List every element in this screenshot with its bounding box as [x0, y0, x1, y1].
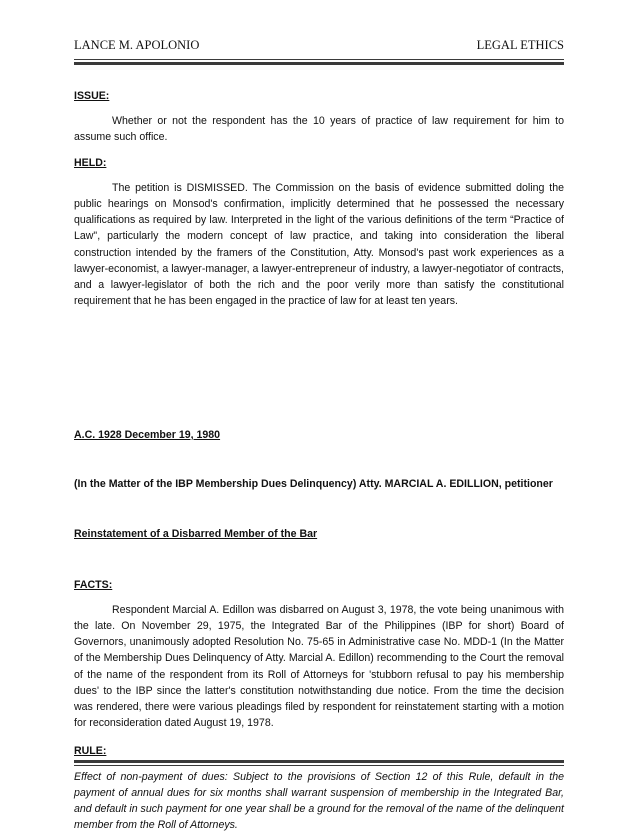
facts-heading: FACTS:	[74, 578, 113, 591]
footer-rule	[74, 765, 564, 766]
case-title: (In the Matter of the IBP Membership Dues Delinquency) Atty. MARCIAL A. EDILLION, petitioner	[74, 478, 553, 491]
facts-paragraph: Respondent Marcial A. Edillon was disbarred on August 3, 1978, the vote being unanimous with the late. On November 29, 1975, the Integrated Bar of the Philippines (IBP for short) Board of Governors, unanimously adopted Resolution No. 75-65 in Administrative case No. MDD-1 (In the Matter of the Membership Dues Delinquency of Atty. Marcial A. Edillon) recommending to the Court the removal of the name of the respondent from its Roll of Attorneys for 'stubborn refusal to pay his membership dues' to the IBP since the latter's constitution notwithstanding due notice. From the time the decision was rendered, there were various pleadings filed by respondent for reinstatement starting with a motion for reconsideration dated August 19, 1978.	[74, 603, 564, 730]
header-rule-thick	[74, 62, 564, 65]
issue-heading: ISSUE:	[74, 90, 110, 102]
page-header	[74, 34, 564, 58]
document-body	[74, 88, 564, 833]
rule-paragraph: Effect of non-payment of dues: Subject to the provisions of Section 12 of this Rule, default in the payment of annual dues for six months shall warrant suspension of membership in the Integrated Bar, and default in such payment for one year shall be a ground for the removal of the name of the delinquent member from the Roll of Attorneys.	[74, 770, 564, 832]
rule-heading: RULE:	[74, 745, 107, 758]
header-author: LANCE M. APOLONIO	[74, 38, 200, 52]
footer-rule-thick	[74, 760, 564, 763]
held-paragraph: The petition is DISMISSED. The Commission on the basis of evidence submitted doling the public hearings on Monsod's confirmation, implicitly determined that he possessed the necessary qualifications as required by law. Interpreted in the light of the various definitions of the term “Practice of Law", particularly the modern concept of law practice, and taking into consideration the liberal construction intended by the framers of the Constitution, Atty. Monsod's past work experiences as a lawyer-economist, a lawyer-manager, a lawyer-entrepreneur of industry, a lawyer-negotiator of contracts, and a lawyer-legislator of both the rich and the poor verily more than satisfy the constitutional requirement that he has been engaged in the practice of law for at least ten years.	[74, 181, 564, 308]
header-rule	[74, 59, 564, 60]
header-subject: LEGAL ETHICS	[476, 38, 564, 52]
case-subtitle: Reinstatement of a Disbarred Member of the Bar	[74, 527, 318, 540]
issue-paragraph: Whether or not the respondent has the 10 years of practice of law requirement for him to assume such office.	[74, 115, 564, 144]
held-heading: HELD:	[74, 156, 107, 169]
case-number: A.C. 1928 December 19, 1980	[74, 429, 221, 442]
